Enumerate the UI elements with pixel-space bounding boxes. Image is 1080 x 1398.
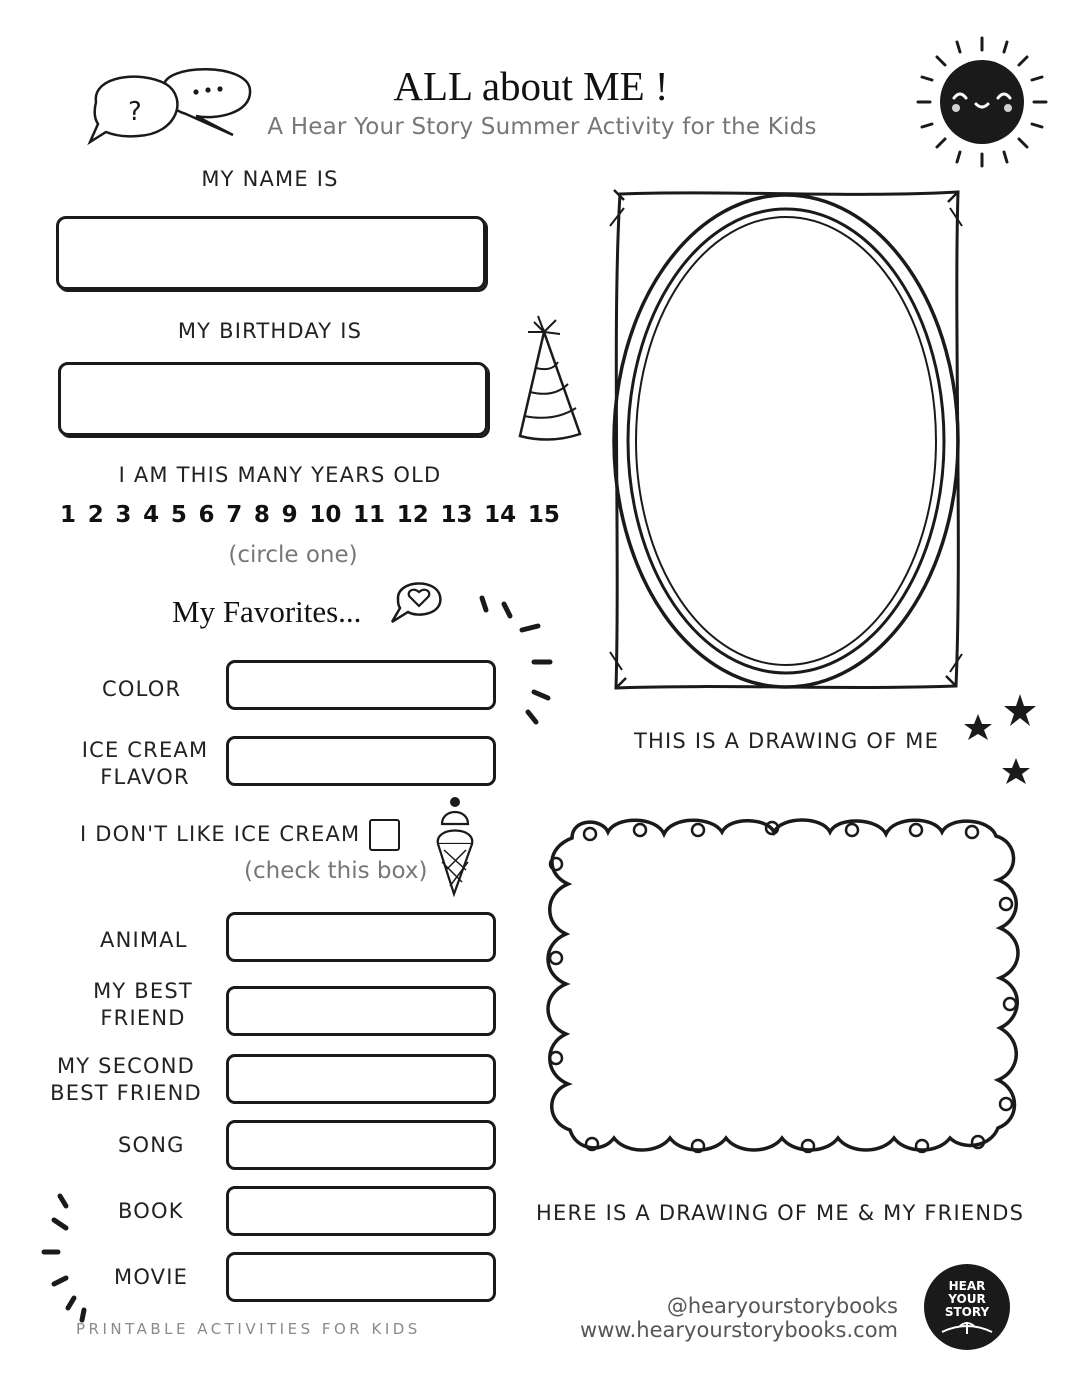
age-option[interactable]: 15 xyxy=(527,502,560,528)
hear-your-story-logo xyxy=(922,1262,1012,1352)
friends-caption: HERE IS A DRAWING OF ME & MY FRIENDS xyxy=(536,1201,1025,1225)
party-hat-icon xyxy=(508,314,588,444)
age-option[interactable]: 6 xyxy=(198,502,215,528)
best-friend-label: MY BEST FRIEND xyxy=(93,979,193,1030)
svg-text:STORY: STORY xyxy=(944,1305,990,1319)
book-label: BOOK xyxy=(118,1199,184,1223)
age-option[interactable]: 7 xyxy=(226,502,243,528)
favorites-title: My Favorites... xyxy=(172,594,362,629)
age-note: (circle one) xyxy=(228,542,358,568)
age-option[interactable]: 11 xyxy=(353,502,386,528)
portrait-caption: THIS IS A DRAWING OF ME xyxy=(634,729,940,753)
animal-label: ANIMAL xyxy=(100,928,188,952)
age-option[interactable]: 8 xyxy=(253,502,270,528)
social-handle[interactable]: @hearyourstorybooks xyxy=(666,1294,898,1318)
age-options xyxy=(60,502,560,528)
portrait-drawing-frame[interactable] xyxy=(606,186,966,694)
age-option[interactable]: 9 xyxy=(281,502,298,528)
second-best-friend-field[interactable] xyxy=(226,1054,496,1104)
age-option[interactable]: 2 xyxy=(87,502,104,528)
song-label: SONG xyxy=(118,1133,185,1157)
movie-field[interactable] xyxy=(226,1252,496,1302)
birthday-field[interactable] xyxy=(58,362,488,436)
age-label: I AM THIS MANY YEARS OLD xyxy=(118,463,442,487)
age-option[interactable]: 10 xyxy=(309,502,342,528)
book-field[interactable] xyxy=(226,1186,496,1236)
second-best-friend-label: MY SECOND BEST FRIEND xyxy=(50,1054,202,1105)
age-option[interactable]: 3 xyxy=(115,502,132,528)
page-subtitle: A Hear Your Story Summer Activity for the Kids xyxy=(267,114,817,140)
age-option[interactable]: 12 xyxy=(396,502,429,528)
song-field[interactable] xyxy=(226,1120,496,1170)
burst-decoration-icon-2 xyxy=(38,1190,108,1330)
svg-text:YOUR: YOUR xyxy=(948,1292,986,1306)
animal-field[interactable] xyxy=(226,912,496,962)
footer-tagline: PRINTABLE ACTIVITIES FOR KIDS xyxy=(76,1320,421,1338)
age-option[interactable]: 1 xyxy=(60,502,77,528)
svg-text:HEAR: HEAR xyxy=(948,1279,986,1293)
ice-cream-icon xyxy=(432,794,478,898)
best-friend-field[interactable] xyxy=(226,986,496,1036)
star-icon xyxy=(960,690,1050,800)
dislike-ice-cream-label: I DON'T LIKE ICE CREAM xyxy=(80,822,361,846)
page-title: ALL about ME ! xyxy=(393,63,669,109)
movie-label: MOVIE xyxy=(114,1265,189,1289)
name-field[interactable] xyxy=(56,216,486,290)
color-label: COLOR xyxy=(102,677,182,701)
age-option[interactable]: 14 xyxy=(484,502,517,528)
birthday-label: MY BIRTHDAY IS xyxy=(177,319,363,343)
color-field[interactable] xyxy=(226,660,496,710)
heart-bubble-icon xyxy=(388,572,448,628)
name-label: MY NAME IS xyxy=(201,167,339,191)
dislike-ice-cream-checkbox[interactable] xyxy=(369,819,400,851)
ice-cream-field[interactable] xyxy=(226,736,496,786)
ice-cream-label: ICE CREAM FLAVOR xyxy=(81,738,209,789)
friends-drawing-frame[interactable] xyxy=(532,808,1032,1174)
age-option[interactable]: 13 xyxy=(440,502,473,528)
checkbox-note: (check this box) xyxy=(244,858,428,884)
age-option[interactable]: 5 xyxy=(170,502,187,528)
website-link[interactable]: www.hearyourstorybooks.com xyxy=(580,1318,898,1342)
svg-text:?: ? xyxy=(128,97,142,127)
age-option[interactable]: 4 xyxy=(143,502,160,528)
